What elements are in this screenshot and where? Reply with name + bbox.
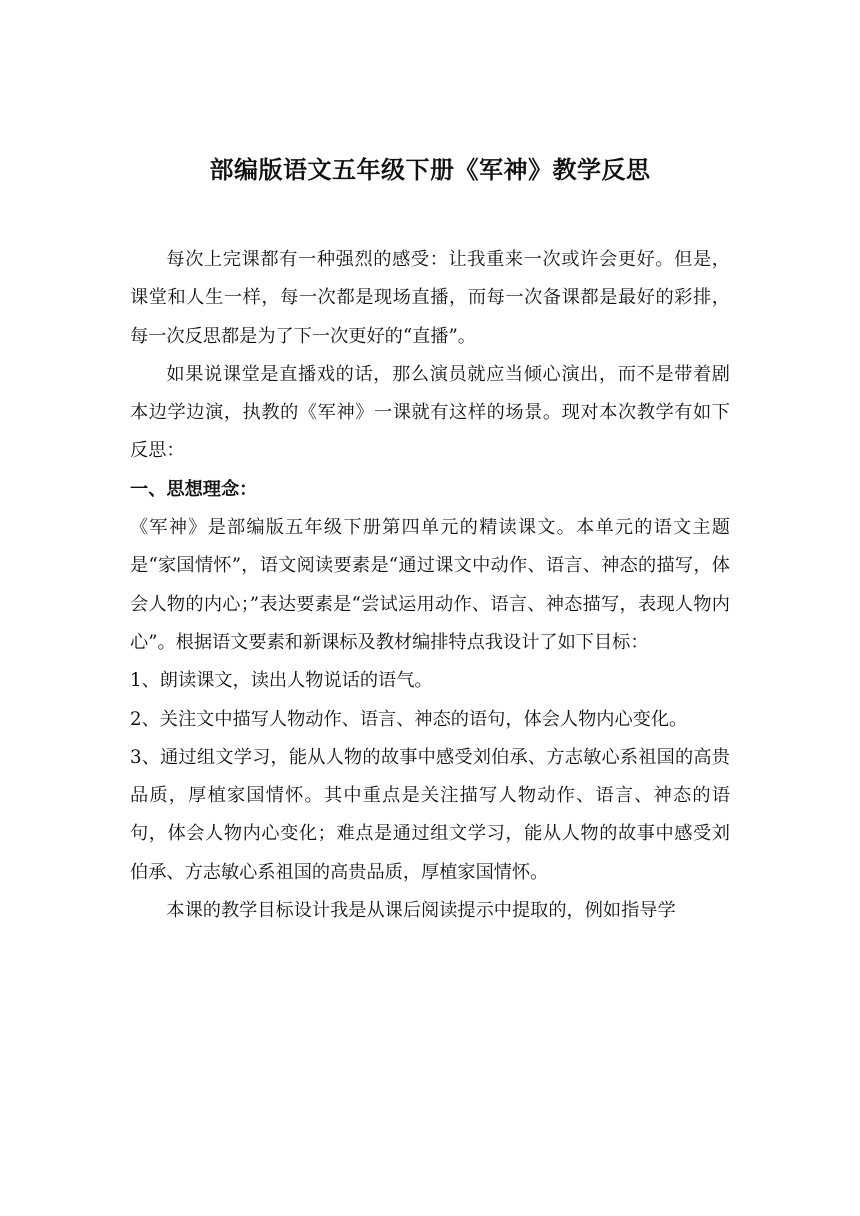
section-heading-ideas: 一、思想理念： <box>130 478 258 500</box>
goal-item-3: 3、通过组文学习，能从人物的故事中感受刘伯承、方志敏心系祖国的高贵品质，厚植家国情怀。其中重点是关注描写人物动作、语言、神态的语句，体会人物内心变化；难点是通过组文学习，能从人物的故事中感受刘伯承、方志敏心系祖国的高贵品质，厚植家国情怀。 <box>130 746 730 883</box>
paragraph-unit-description: 《军神》是部编版五年级下册第四单元的精读课文。本单元的语文主题是“家国情怀”，语文阅读要素是“通过课文中动作、语言、神态的描写，体会人物的内心；”表达要素是“尝试运用动作、语言、神态描写，表现人物内心”。根据语文要素和新课标及教材编排特点我设计了如下目标： <box>130 517 730 653</box>
document-title: 部编版语文五年级下册《军神》教学反思 <box>209 156 651 184</box>
paragraph-goal-design: 本课的教学目标设计我是从课后阅读提示中提取的，例如指导学 <box>166 900 676 922</box>
document-body <box>130 241 730 930</box>
goal-item-2: 2、关注文中描写人物动作、语言、神态的语句，体会人物内心变化。 <box>130 708 688 730</box>
paragraph-classroom-analogy: 如果说课堂是直播戏的话，那么演员就应当倾心演出，而不是带着剧本边学边演，执教的《军神》一课就有这样的场景。现对本次教学有如下反思： <box>130 363 730 462</box>
paragraph-intro: 每次上完课都有一种强烈的感受：让我重来一次或许会更好。但是，课堂和人生一样，每一次都是现场直播，而每一次备课都是最好的彩排，每一次反思都是为了下一次更好的“直播”。 <box>130 249 730 347</box>
goal-item-1: 1、朗读课文，读出人物说话的语气。 <box>130 670 433 692</box>
